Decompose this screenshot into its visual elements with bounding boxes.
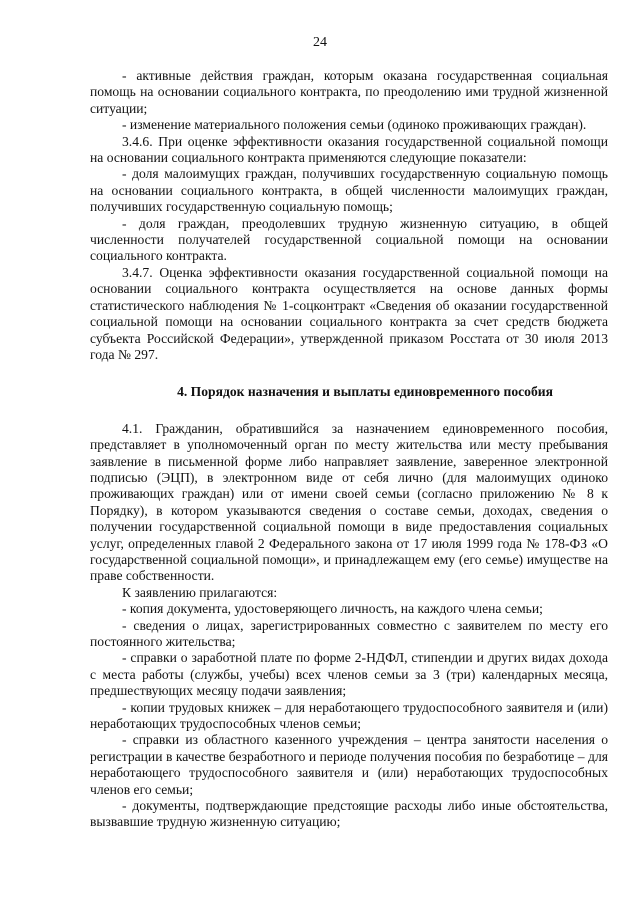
list-item: - копия документа, удостоверяющего личность, на каждого члена семьи; [122, 601, 543, 617]
section-heading: 4. Порядок назначения и выплаты единовременного пособия [177, 384, 553, 400]
list-item: - копии трудовых книжек – для неработающего трудоспособного заявителя и (или) неработающих трудоспособных членов семьи; [90, 699, 608, 732]
paragraph: - доля малоимущих граждан, получивших государственную социальную помощь на основании социального контракта, в общей численности малоимущих граждан, получивших государственную социальную помощь; [90, 166, 608, 215]
document-body [90, 68, 608, 831]
list-item: - справки из областного казенного учреждения – центра занятости населения о регистрации в качестве безработного и периоде получения пособия по безработице – для неработающего трудоспособного заявителя и (или) неработающих трудоспособных членов его семьи; [90, 732, 608, 797]
paragraph: 4.1. Гражданин, обратившийся за назначением единовременного пособия, представляет в уполномоченный орган по месту жительства или месту пребывания заявление в письменной форме либо направляет заявление, заверенное электронной подписью (ЭЦП), в электронном виде от себя лично (для малоимущих одиноко проживающих граждан) или от имени своей семьи (согласно приложению № 8 к Порядку), в котором указываются сведения о составе семьи, доходах, сведения о получении государственной социальной помощи в виде предоставления социальных услуг, определенных главой 2 Федерального закона от 17 июля 1999 года № 178-ФЗ «О государственной социальной помощи», и принадлежащем ему (его семье) имуществе на праве собственности. [90, 420, 608, 584]
paragraph: - изменение материального положения семьи (одиноко проживающих граждан). [122, 117, 587, 133]
paragraph: 3.4.6. При оценке эффективности оказания государственной социальной помощи на основании социального контракта применяются следующие показатели: [90, 133, 608, 166]
list-item: - документы, подтверждающие предстоящие расходы либо иные обстоятельства, вызвавшие трудную жизненную ситуацию; [90, 798, 608, 830]
list-item: - сведения о лицах, зарегистрированных совместно с заявителем по месту его постоянного жительства; [90, 617, 608, 649]
paragraph: К заявлению прилагаются: [122, 584, 278, 600]
page-number: 24 [313, 35, 327, 50]
paragraph: - активные действия граждан, которым оказана государственная социальная помощь на основании социального контракта, по преодолению ими трудной жизненной ситуации; [90, 68, 608, 116]
paragraph: - доля граждан, преодолевших трудную жизненную ситуацию, в общей численности получателей государственной социальной помощи на основании социального контракта. [90, 215, 608, 264]
paragraph: 3.4.7. Оценка эффективности оказания государственной социальной помощи на основании социального контракта осуществляется на основе данных формы статистического наблюдения № 1-соцконтракт «Сведения об оказании государственной социальной помощи на основании социального контракта за счет средств бюджета субъекта Российской Федерации», утвержденной приказом Росстата от 30 июля 2013 года № 297. [90, 264, 608, 362]
list-item: - справки о заработной плате по форме 2-НДФЛ, стипендии и других видах дохода с места работы (службы, учебы) всех членов семьи за 3 (три) календарных месяца, предшествующих месяцу подачи заявления; [90, 650, 608, 699]
